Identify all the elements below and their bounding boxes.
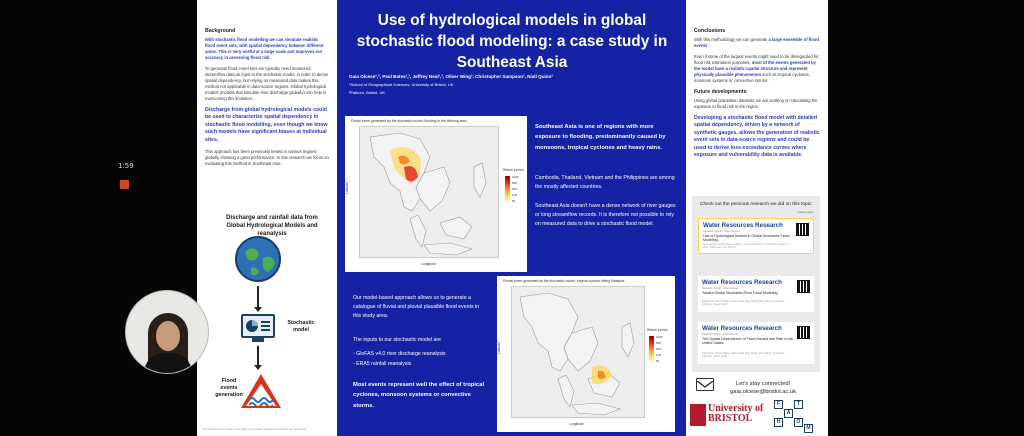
map-pluvial-legend-tick: 50 <box>656 359 660 363</box>
contact-email[interactable]: gaia.olcese@bristol.ac.uk <box>730 389 797 395</box>
affiliation-2: ²Fathom, Bristol, UK <box>349 90 386 95</box>
previous-research-box <box>692 196 820 372</box>
flow-title: Discharge and rainfall data from Global Hydrological Models and reanalysis <box>226 215 318 237</box>
mail-icon <box>696 378 714 391</box>
conclusions-text: Even if some of the largest events might need to be disregarded for flood risk estimation purposes, <box>694 54 819 65</box>
map-fluvial-legend-tick: 50 <box>512 199 516 203</box>
fathom-letter: M <box>804 424 813 433</box>
conclusions-paragraph-2 <box>694 54 822 84</box>
conclusions-text: such as tropical cyclones, monsoon systems or convective storms. <box>694 72 810 83</box>
fathom-letter: H <box>774 418 783 427</box>
poster-title: Use of hydrological models in global stochastic flood modeling: a case study in Southeast Asia <box>356 12 668 71</box>
background-highlight: Discharge from global hydrological models could be used to characterize spatial dependency in stochastic flood modelling, even though we know such models have significant biases at individual sites. <box>205 107 328 143</box>
journal-name: Water Resources Research <box>702 325 782 332</box>
qr-code-icon[interactable] <box>797 326 810 339</box>
flow-arrow-1-icon <box>257 286 259 308</box>
map-fluvial-title: Fluvial event generated by the stochastic model: flooding in the Mekong area <box>351 119 467 123</box>
fathom-letter: T <box>794 400 803 409</box>
center-panel <box>337 0 686 436</box>
map-pluvial-title: Pluvial event generated by the stochastic model: tropical cyclone hitting Malaysia <box>503 279 625 283</box>
paper-authors: Gaia Olcese, Paul D. Bates, Jeffrey C. Neal, Christopher C. Sampson, Oliver E. J. Wing, Niall Quinn, Izzy Probyn <box>703 243 790 248</box>
flow-arrow-2-icon <box>257 346 259 366</box>
map-pluvial-legend-tick: 1000 <box>656 335 663 339</box>
sea-data-text: Southeast Asia doesn't have a dense network of river gauges or long streamflow records. It is therefore not possible to rely on measured data to drive a stochastic flood model. <box>535 203 676 228</box>
journal-name: Water Resources Research <box>703 222 783 229</box>
monitor-stand <box>252 338 264 342</box>
paper-meta: Research Article · Open Access <box>702 287 739 290</box>
background-intro: With stochastic flood modelling we can simulate realistic flood event sets, with spatial dependency between different areas. This is very useful at a large scale and improves our accuracy in assessing flood risk. <box>205 37 324 60</box>
fathom-letter: O <box>794 418 803 427</box>
future-highlight: Developing a stochastic flood model with detailed spatial dependency, driven by a network of synthetic gauges, allows the generation of realistic event sets in data-scarce regions and could be used to derive loss exceedance curves where exposure and vulnerability data is available. <box>694 115 820 159</box>
flood-events-label: Flood events generation <box>215 378 243 398</box>
map-fluvial-legend-tick: 200 <box>512 187 518 191</box>
fathom-letter: A <box>784 409 793 418</box>
paper-meta: Research Article · Open Access <box>703 230 740 233</box>
map-fluvial-plot <box>359 126 499 258</box>
paper-card[interactable] <box>698 218 814 254</box>
paper-card[interactable] <box>698 276 814 312</box>
map-fluvial-legend-title: Return period <box>503 168 524 172</box>
research-title: Check out the previous research we did on this topic: <box>700 202 813 207</box>
map-pluvial-legend-tick: 200 <box>656 347 662 351</box>
map-fluvial-legend-tick: 500 <box>512 181 518 185</box>
map-pluvial-legend-bar <box>649 336 654 362</box>
conclusions-text: With this methodology we can generate <box>694 37 769 42</box>
paper-title: The Spatial Dependence of Flood Hazard and Risk in the United States <box>702 337 793 346</box>
future-paragraph-1: Using global population datasets we are working on calculating the exposure to flood risk in the region. <box>694 98 818 109</box>
bristol-crest-icon <box>690 404 706 426</box>
paper-authors: Niall Quinn, Paul D. Bates, Jeffrey Neal, Andy Smith, Oliver Wing, Christopher Sampson, James Smith <box>702 352 785 357</box>
map-pluvial-xlabel: Longitude <box>569 422 584 426</box>
qr-code-icon[interactable] <box>796 223 809 236</box>
map-fluvial-legend-tick: 1000 <box>512 175 519 179</box>
qr-code-icon[interactable] <box>797 280 810 293</box>
stop-recording-button[interactable] <box>120 180 129 189</box>
map-pluvial-legend-title: Return period <box>647 328 668 332</box>
conclusions-highlight: most of the events generated by the model have a realistic spatial structure and represent physically plausible phenomenon <box>694 60 816 77</box>
recording-time: 1:59 <box>118 162 134 170</box>
affiliation-1: ¹School of Geographical Sciences, University of Bristol, UK <box>349 82 454 87</box>
poster <box>197 0 828 436</box>
paper-title: Toward Global Stochastic River Flood Modeling <box>702 291 778 295</box>
background-paragraph-2: To generate flood event sets we typically need measured streamflow data as input to the stochastic model, in order to derive spatial dependency, but relying on measured data makes this method not applicable in data-scarce regions. Global hydrological models (models that simulate river discharge globally) can help in overcoming this limitation. <box>205 66 329 101</box>
input-glofas: - GloFAS v4.0 river discharge reanalysis <box>353 351 446 357</box>
background-paragraph-4: This approach has been previously tested in various regions globally showing a good performance. In this research we focus on evaluating this method in Southeast Asia. <box>205 149 329 167</box>
authors: Gaia Olcese¹,², Paul Bates¹,², Jeffrey Neal¹,², Oliver Wing², Christopher Sampson², Niall Quinn² <box>349 74 553 79</box>
footnote: Fluvial and pluvial models in this study were partially developed at Fathom with global data <box>203 428 307 431</box>
map-fluvial-ylabel: Latitude <box>345 181 350 195</box>
left-column <box>197 0 337 436</box>
conclusions-paragraph-1 <box>694 37 822 49</box>
bristol-logo <box>708 404 763 424</box>
paper-title: Use of Hydrological Models in Global Stochastic Flood Modeling <box>703 234 790 243</box>
contact-block <box>730 380 796 396</box>
webcam-face <box>156 321 180 351</box>
paper-card[interactable] <box>698 322 814 364</box>
journal-name: Water Resources Research <box>702 279 782 286</box>
map-pluvial-plot <box>511 286 645 418</box>
conclusions-title: Conclusions <box>694 28 726 34</box>
conclusions-highlight: a large ensemble of flood events <box>694 37 819 48</box>
paper-authors: Niall Quinn, Paul D. Bates, Jeffrey Neal, Andy Smith, Oliver Wing, Christopher Sampson, James Smith <box>702 300 785 305</box>
background-title: Background <box>205 28 236 34</box>
paper-meta: Research Article · Open Access <box>702 333 739 336</box>
fathom-logo <box>774 400 816 434</box>
bristol-logo-line-1: University of <box>708 403 764 414</box>
right-column <box>686 0 828 436</box>
map-pluvial-ylabel: Latitude <box>497 341 502 355</box>
fathom-letter: F <box>774 400 783 409</box>
map-pluvial-event <box>497 276 675 432</box>
map-pluvial-legend-tick: 100 <box>656 353 662 357</box>
map-fluvial-legend-bar <box>505 176 510 202</box>
inputs-intro: The inputs to our stochastic model are <box>353 337 441 343</box>
map-fluvial-legend-tick: 100 <box>512 193 518 197</box>
map-pluvial-legend-tick: 500 <box>656 341 662 345</box>
bristol-logo-line-2: BRISTOL <box>708 413 753 424</box>
conclusion-text: Most events represent well the effect of tropical cyclones, monsoon systems or convective storms. <box>353 382 485 409</box>
stochastic-model-label: Stochastic model <box>287 320 315 333</box>
computer-model-icon <box>241 314 275 338</box>
sea-countries-text: Cambodia, Thailand, Vietnam and the Philippines are among the mostly affected countries. <box>535 175 675 191</box>
globe-icon <box>235 236 281 282</box>
connect-heading: Let's stay connected! <box>735 381 791 387</box>
future-title: Future developments <box>694 89 747 95</box>
input-era5: - ERA5 rainfall reanalysis <box>353 361 412 367</box>
waves-icon <box>249 394 273 406</box>
presenter-webcam[interactable] <box>125 290 209 374</box>
approach-text: Our model-based approach allows us to generate a catalogue of fluvial and pluvial plausible flood events in this study area. <box>353 295 480 320</box>
map-fluvial-event <box>345 116 527 272</box>
map-fluvial-xlabel: Longitude <box>421 262 436 266</box>
latest-paper-badge: Latest paper <box>797 210 814 214</box>
sea-exposure-text: Southeast Asia is one of regions with more exposure to flooding, predominantly caused by monsoons, tropical cyclones and heavy rains. <box>535 124 666 151</box>
